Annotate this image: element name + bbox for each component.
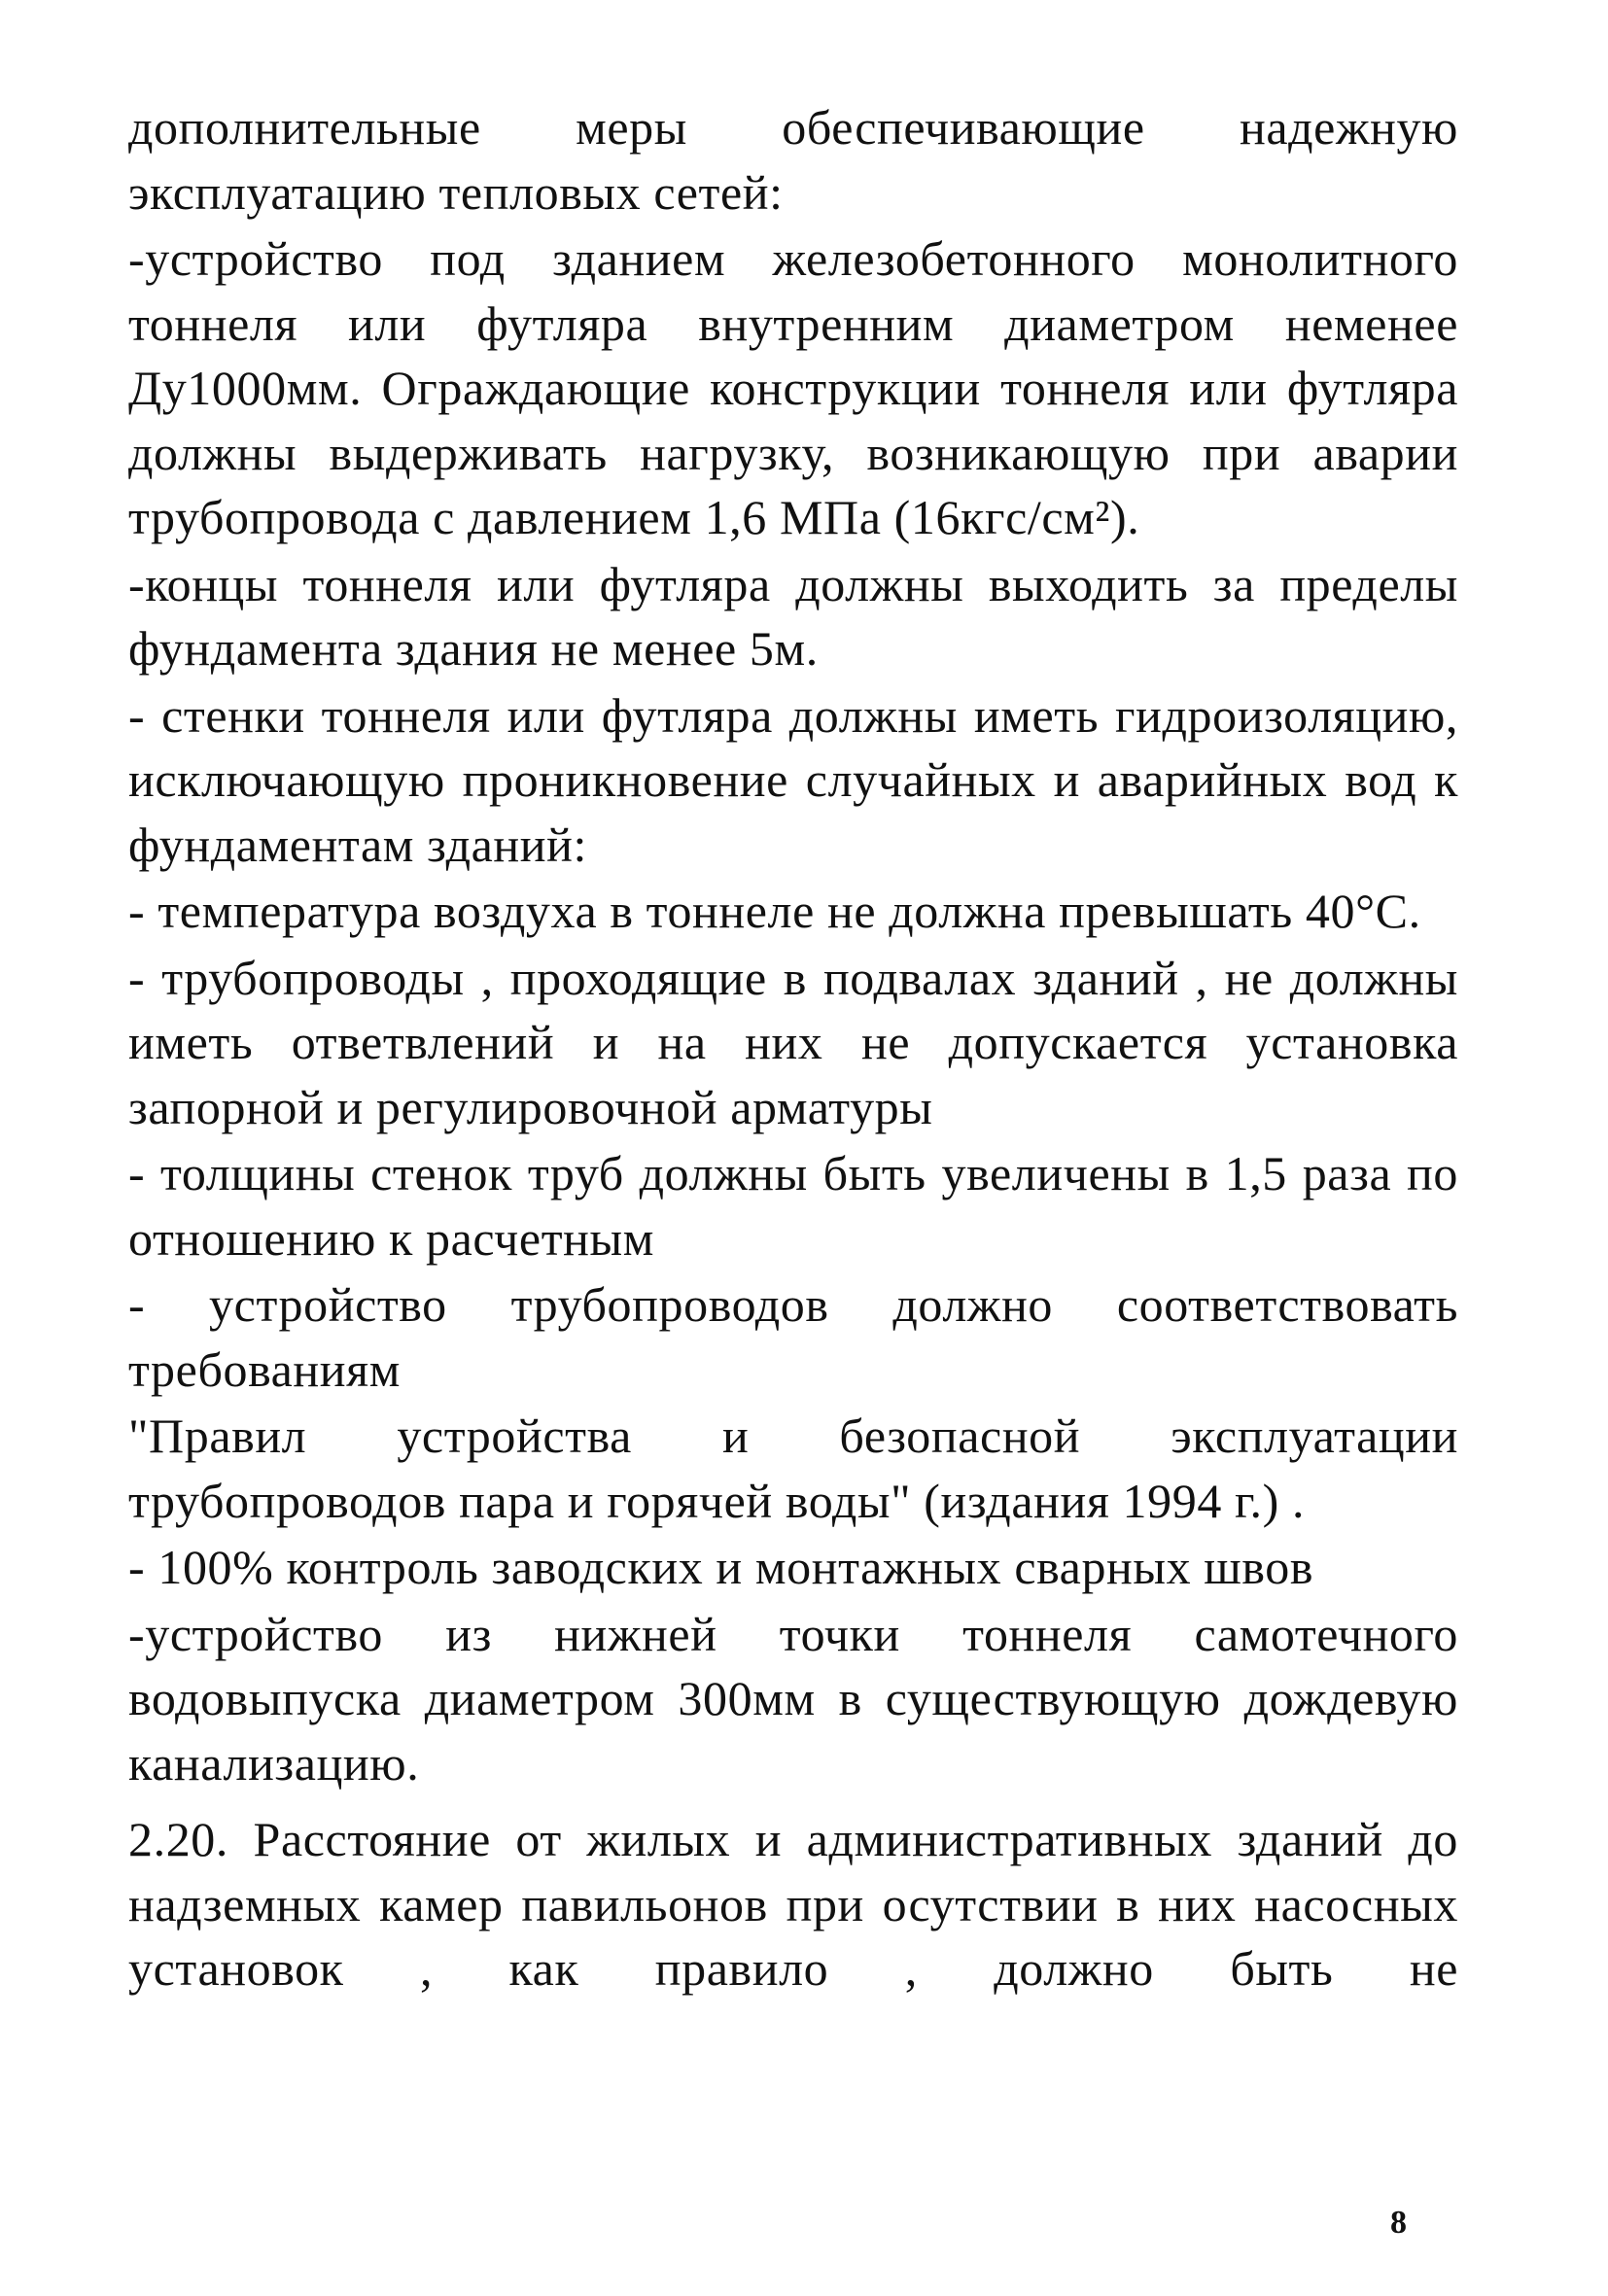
paragraph-tunnel-construction: -устройство под зданием железобетонного монолитного тоннеля или футляра внутренним диаметром неменее Ду1000мм. Ограждающие конструкции тоннеля или футляра должны выдерживать нагрузку, возникающую при аварии трубопровода с давлением 1,6 МПа (16кгс/см²). [128,231,1458,544]
paragraph-tunnel-ends: -концы тоннеля или футляра должны выходить за пределы фундамента здания не менее 5м. [128,556,1458,676]
paragraph-weld-control: - 100% контроль заводских и монтажных сварных швов [128,1540,1314,1594]
paragraph-waterproofing: - стенки тоннеля или футляра должны иметь гидроизоляцию, исключающую проникновение случайных и аварийных вод к фундаментам зданий: [128,687,1458,872]
paragraph-pipeline-requirements: - устройство трубопроводов должно соответствовать требованиям [128,1277,1458,1397]
body-text [128,95,1458,2003]
paragraph-rules-reference: "Правил устройства и безопасной эксплуатации трубопроводов пара и горячей воды" (издания 1994 г.) . [128,1409,1458,1528]
paragraph-wall-thickness: - толщины стенок труб должны быть увеличены в 1,5 раза по отношению к расчетным [128,1146,1458,1266]
paragraph-drainage-outlet: -устройство из нижней точки тоннеля самотечного водовыпуска диаметром 300мм в существующую дождевую канализацию. [128,1606,1458,1791]
paragraph-section-2-20: 2.20. Расстояние от жилых и административных зданий до надземных камер павильонов при осутствии в них насосных установок , как правило , должно быть не [128,1812,1458,1996]
paragraph-pipelines-in-basements: - трубопроводы , проходящие в подвалах зданий , не должны иметь ответвлений и на них не допускается установка запорной и регулировочной арматуры [128,950,1458,1134]
paragraph-air-temperature: - температура воздуха в тоннеле не должна превышать 40°С. [128,884,1421,938]
paragraph-intro: дополнительные меры обеспечивающие надежную эксплуатацию тепловых сетей: [128,100,1458,220]
page-number: 8 [1390,2205,1407,2241]
